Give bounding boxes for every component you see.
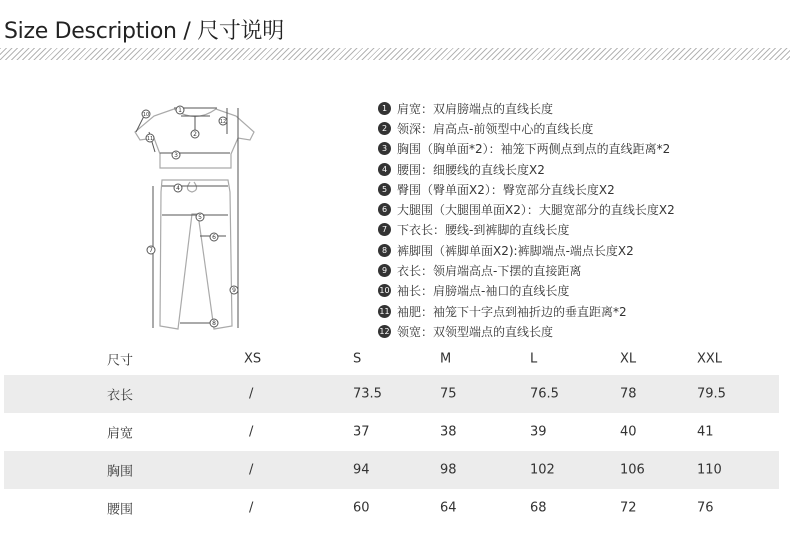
table-cell: 78: [620, 386, 637, 402]
number-badge: 8: [378, 244, 391, 257]
table-cell: 胸围: [107, 464, 134, 480]
number-badge: 3: [378, 142, 391, 155]
legend-item: [378, 118, 675, 138]
figure-marker-12: 12: [219, 119, 227, 125]
legend-text: 裤脚围（裤脚单面X2):裤脚端点-端点长度X2: [397, 243, 634, 258]
table-cell: 102: [530, 462, 555, 478]
table-cell: 64: [440, 500, 457, 516]
legend-text: 肩宽：双肩膀端点的直线长度: [397, 101, 554, 116]
hatched-divider: [0, 48, 790, 60]
legend-text: 腰围：细腰线的直线长度X2: [397, 162, 545, 177]
table-cell: 79.5: [697, 386, 726, 402]
table-cell: 60: [353, 500, 370, 516]
legend-text: 袖肥：袖笼下十字点到袖折边的垂直距离*2: [397, 304, 627, 319]
table-cell: 37: [353, 424, 370, 440]
table-cell: 腰围: [107, 502, 134, 518]
table-cell: /: [249, 386, 254, 402]
figure-marker-1: 1: [178, 107, 182, 114]
legend-item: [378, 179, 675, 199]
header-cell: 尺寸: [107, 353, 134, 369]
table-cell: 94: [353, 462, 370, 478]
header-cell: L: [530, 351, 538, 367]
table-header-row: [4, 349, 779, 369]
legend-item: [378, 260, 675, 280]
figure-marker-4: 4: [176, 185, 180, 192]
table-cell: 40: [620, 424, 637, 440]
table-cell: 72: [620, 500, 637, 516]
garment-measurement-diagram: [126, 96, 256, 336]
table-cell: /: [249, 500, 254, 516]
table-cell: 98: [440, 462, 457, 478]
legend-item: [378, 139, 675, 159]
legend-text: 领宽：双领型端点的直线长度: [397, 324, 554, 339]
number-badge: 7: [378, 223, 391, 236]
page-title: Size Description / 尺寸说明: [4, 19, 284, 44]
size-table: [4, 349, 779, 527]
header-cell: M: [440, 351, 452, 367]
header-cell: XS: [244, 351, 262, 367]
table-cell: 73.5: [353, 386, 382, 402]
header-cell: XL: [620, 351, 637, 367]
figure-marker-10: 10: [142, 112, 150, 118]
table-row: [4, 375, 779, 413]
figure-marker-11: 11: [146, 136, 154, 142]
figure-marker-6: 6: [212, 234, 216, 241]
number-badge: 9: [378, 264, 391, 277]
table-cell: 76: [697, 500, 714, 516]
measurement-legend: [378, 98, 675, 342]
legend-item: [378, 240, 675, 260]
table-row: [4, 413, 779, 451]
legend-item: [378, 199, 675, 219]
legend-text: 臀围（臀单面X2）：臀宽部分直线长度X2: [397, 182, 615, 197]
legend-item: [378, 301, 675, 321]
table-cell: /: [249, 462, 254, 478]
header-cell: S: [353, 351, 362, 367]
table-cell: 68: [530, 500, 547, 516]
legend-item: [378, 220, 675, 240]
figure-marker-5: 5: [198, 214, 202, 221]
table-cell: 肩宽: [107, 426, 134, 442]
table-cell: 76.5: [530, 386, 559, 402]
table-cell: 110: [697, 462, 722, 478]
number-badge: 12: [379, 326, 390, 336]
figure-marker-2: 2: [193, 131, 197, 138]
number-badge: 4: [378, 163, 391, 176]
legend-item: [378, 98, 675, 118]
legend-text: 下衣长：腰线-到裤脚的直线长度: [397, 223, 570, 238]
table-cell: 75: [440, 386, 457, 402]
legend-text: 衣长：领肩端高点-下摆的直接距离: [397, 264, 582, 279]
table-cell: 106: [620, 462, 645, 478]
table-cell: 41: [697, 424, 714, 440]
number-badge: 5: [378, 183, 391, 196]
legend-text: 大腿围（大腿围单面X2）：大腿宽部分的直线长度X2: [397, 203, 675, 218]
figure-marker-7: 7: [149, 247, 153, 254]
number-badge: 1: [378, 102, 391, 115]
table-cell: 39: [530, 424, 547, 440]
legend-text: 领深：肩高点-前领型中心的直线长度: [397, 121, 594, 136]
table-cell: 衣长: [107, 388, 134, 404]
number-badge: 6: [378, 203, 391, 216]
table-cell: /: [249, 424, 254, 440]
number-badge: 11: [379, 306, 390, 316]
figure-marker-8: 8: [212, 320, 216, 327]
table-row: [4, 489, 779, 527]
legend-item: [378, 321, 675, 341]
header-cell: XXL: [697, 351, 723, 367]
legend-text: 袖长：肩膀端点-袖口的直线长度: [397, 284, 570, 299]
number-badge: 10: [379, 286, 390, 296]
table-row: [4, 451, 779, 489]
legend-item: [378, 159, 675, 179]
figure-marker-3: 3: [174, 152, 178, 159]
legend-item: [378, 281, 675, 301]
legend-text: 胸围（胸单面*2）：袖笼下两侧点到点的直线距离*2: [397, 142, 671, 157]
table-cell: 38: [440, 424, 457, 440]
figure-marker-9: 9: [232, 287, 236, 294]
number-badge: 2: [378, 122, 391, 135]
